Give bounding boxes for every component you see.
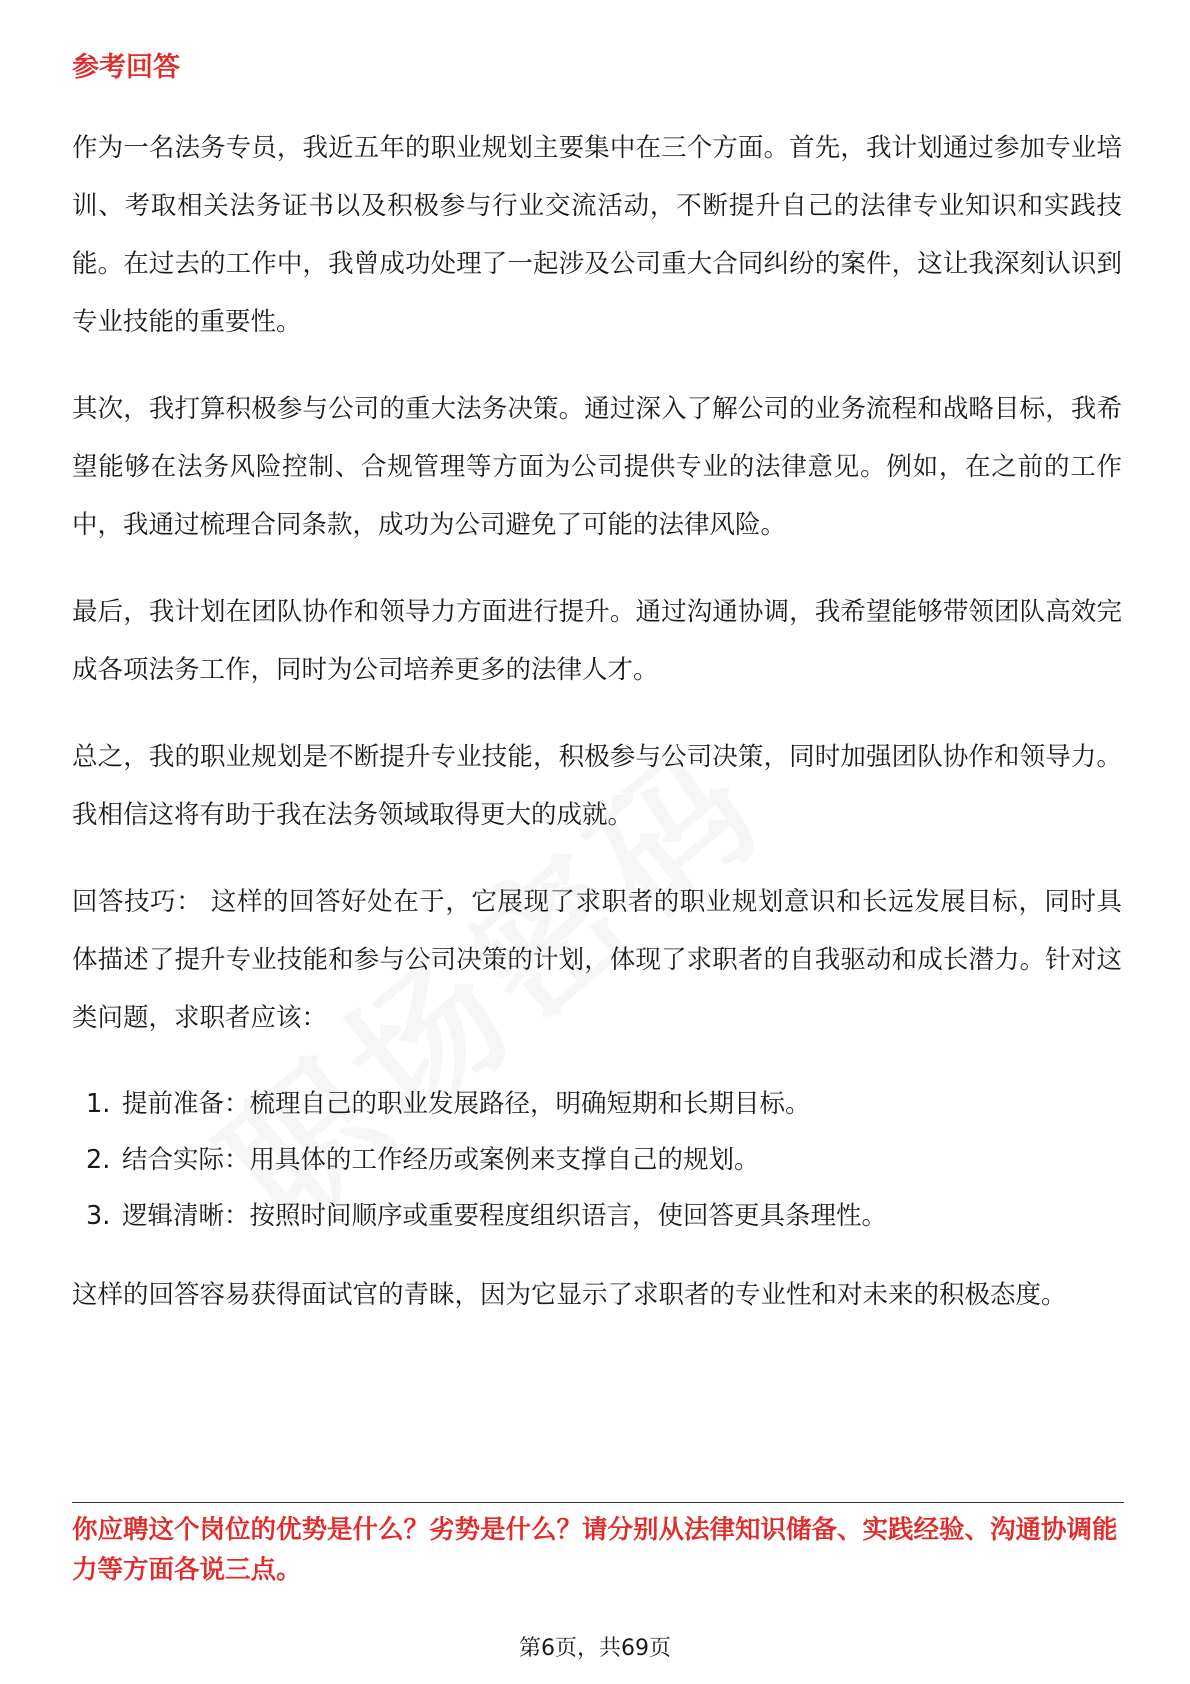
- next-question-heading: 你应聘这个岗位的优势是什么？劣势是什么？请分别从法律知识储备、实践经验、沟通协调能力等方面各说三点。: [72, 1515, 1118, 1585]
- tips-intro-paragraph: 回答技巧： 这样的回答好处在于，它展现了求职者的职业规划意识和长远发展目标，同时具体描述了提升专业技能和参与公司决策的计划，体现了求职者的自我驱动和成长潜力。针对这类问题，求职者应该：: [72, 887, 1122, 1033]
- list-item-number: 1.: [86, 1089, 111, 1119]
- list-item-text: 提前准备：梳理自己的职业发展路径，明确短期和长期目标。: [122, 1089, 811, 1119]
- answer-paragraph-4: 总之，我的职业规划是不断提升专业技能，积极参与公司决策，同时加强团队协作和领导力。我相信这将有助于我在法务领域取得更大的成就。: [72, 742, 1122, 830]
- tips-list: [72, 1076, 1122, 1244]
- section-title: 参考回答: [72, 52, 180, 83]
- list-item-text: 结合实际：用具体的工作经历或案例来支撑自己的规划。: [122, 1145, 760, 1175]
- answer-paragraph-2: 其次，我打算积极参与公司的重大法务决策。通过深入了解公司的业务流程和战略目标，我希望能够在法务风险控制、合规管理等方面为公司提供专业的法律意见。例如，在之前的工作中，我通过梳理合同条款，成功为公司避免了可能的法律风险。: [72, 394, 1122, 540]
- list-item: [72, 1132, 1122, 1188]
- answer-paragraph-1: 作为一名法务专员，我近五年的职业规划主要集中在三个方面。首先，我计划通过参加专业培训、考取相关法务证书以及积极参与行业交流活动，不断提升自己的法律专业知识和实践技能。在过去的工作中，我曾成功处理了一起涉及公司重大合同纠纷的案件，这让我深刻认识到专业技能的重要性。: [72, 133, 1122, 337]
- list-item: [72, 1076, 1122, 1132]
- section-divider: [72, 1502, 1124, 1503]
- list-item-number: 2.: [86, 1145, 111, 1175]
- list-item: [72, 1188, 1122, 1244]
- list-item-number: 3.: [86, 1201, 111, 1231]
- list-item-text: 逻辑清晰：按照时间顺序或重要程度组织语言，使回答更具条理性。: [122, 1201, 888, 1231]
- answer-content: [72, 119, 1122, 1353]
- closing-paragraph: 这样的回答容易获得面试官的青睐，因为它显示了求职者的专业性和对未来的积极态度。: [72, 1280, 1067, 1310]
- page-number: 第6页，共69页: [519, 1636, 671, 1661]
- answer-paragraph-3: 最后，我计划在团队协作和领导力方面进行提升。通过沟通协调，我希望能够带领团队高效完成各项法务工作，同时为公司培养更多的法律人才。: [72, 597, 1122, 685]
